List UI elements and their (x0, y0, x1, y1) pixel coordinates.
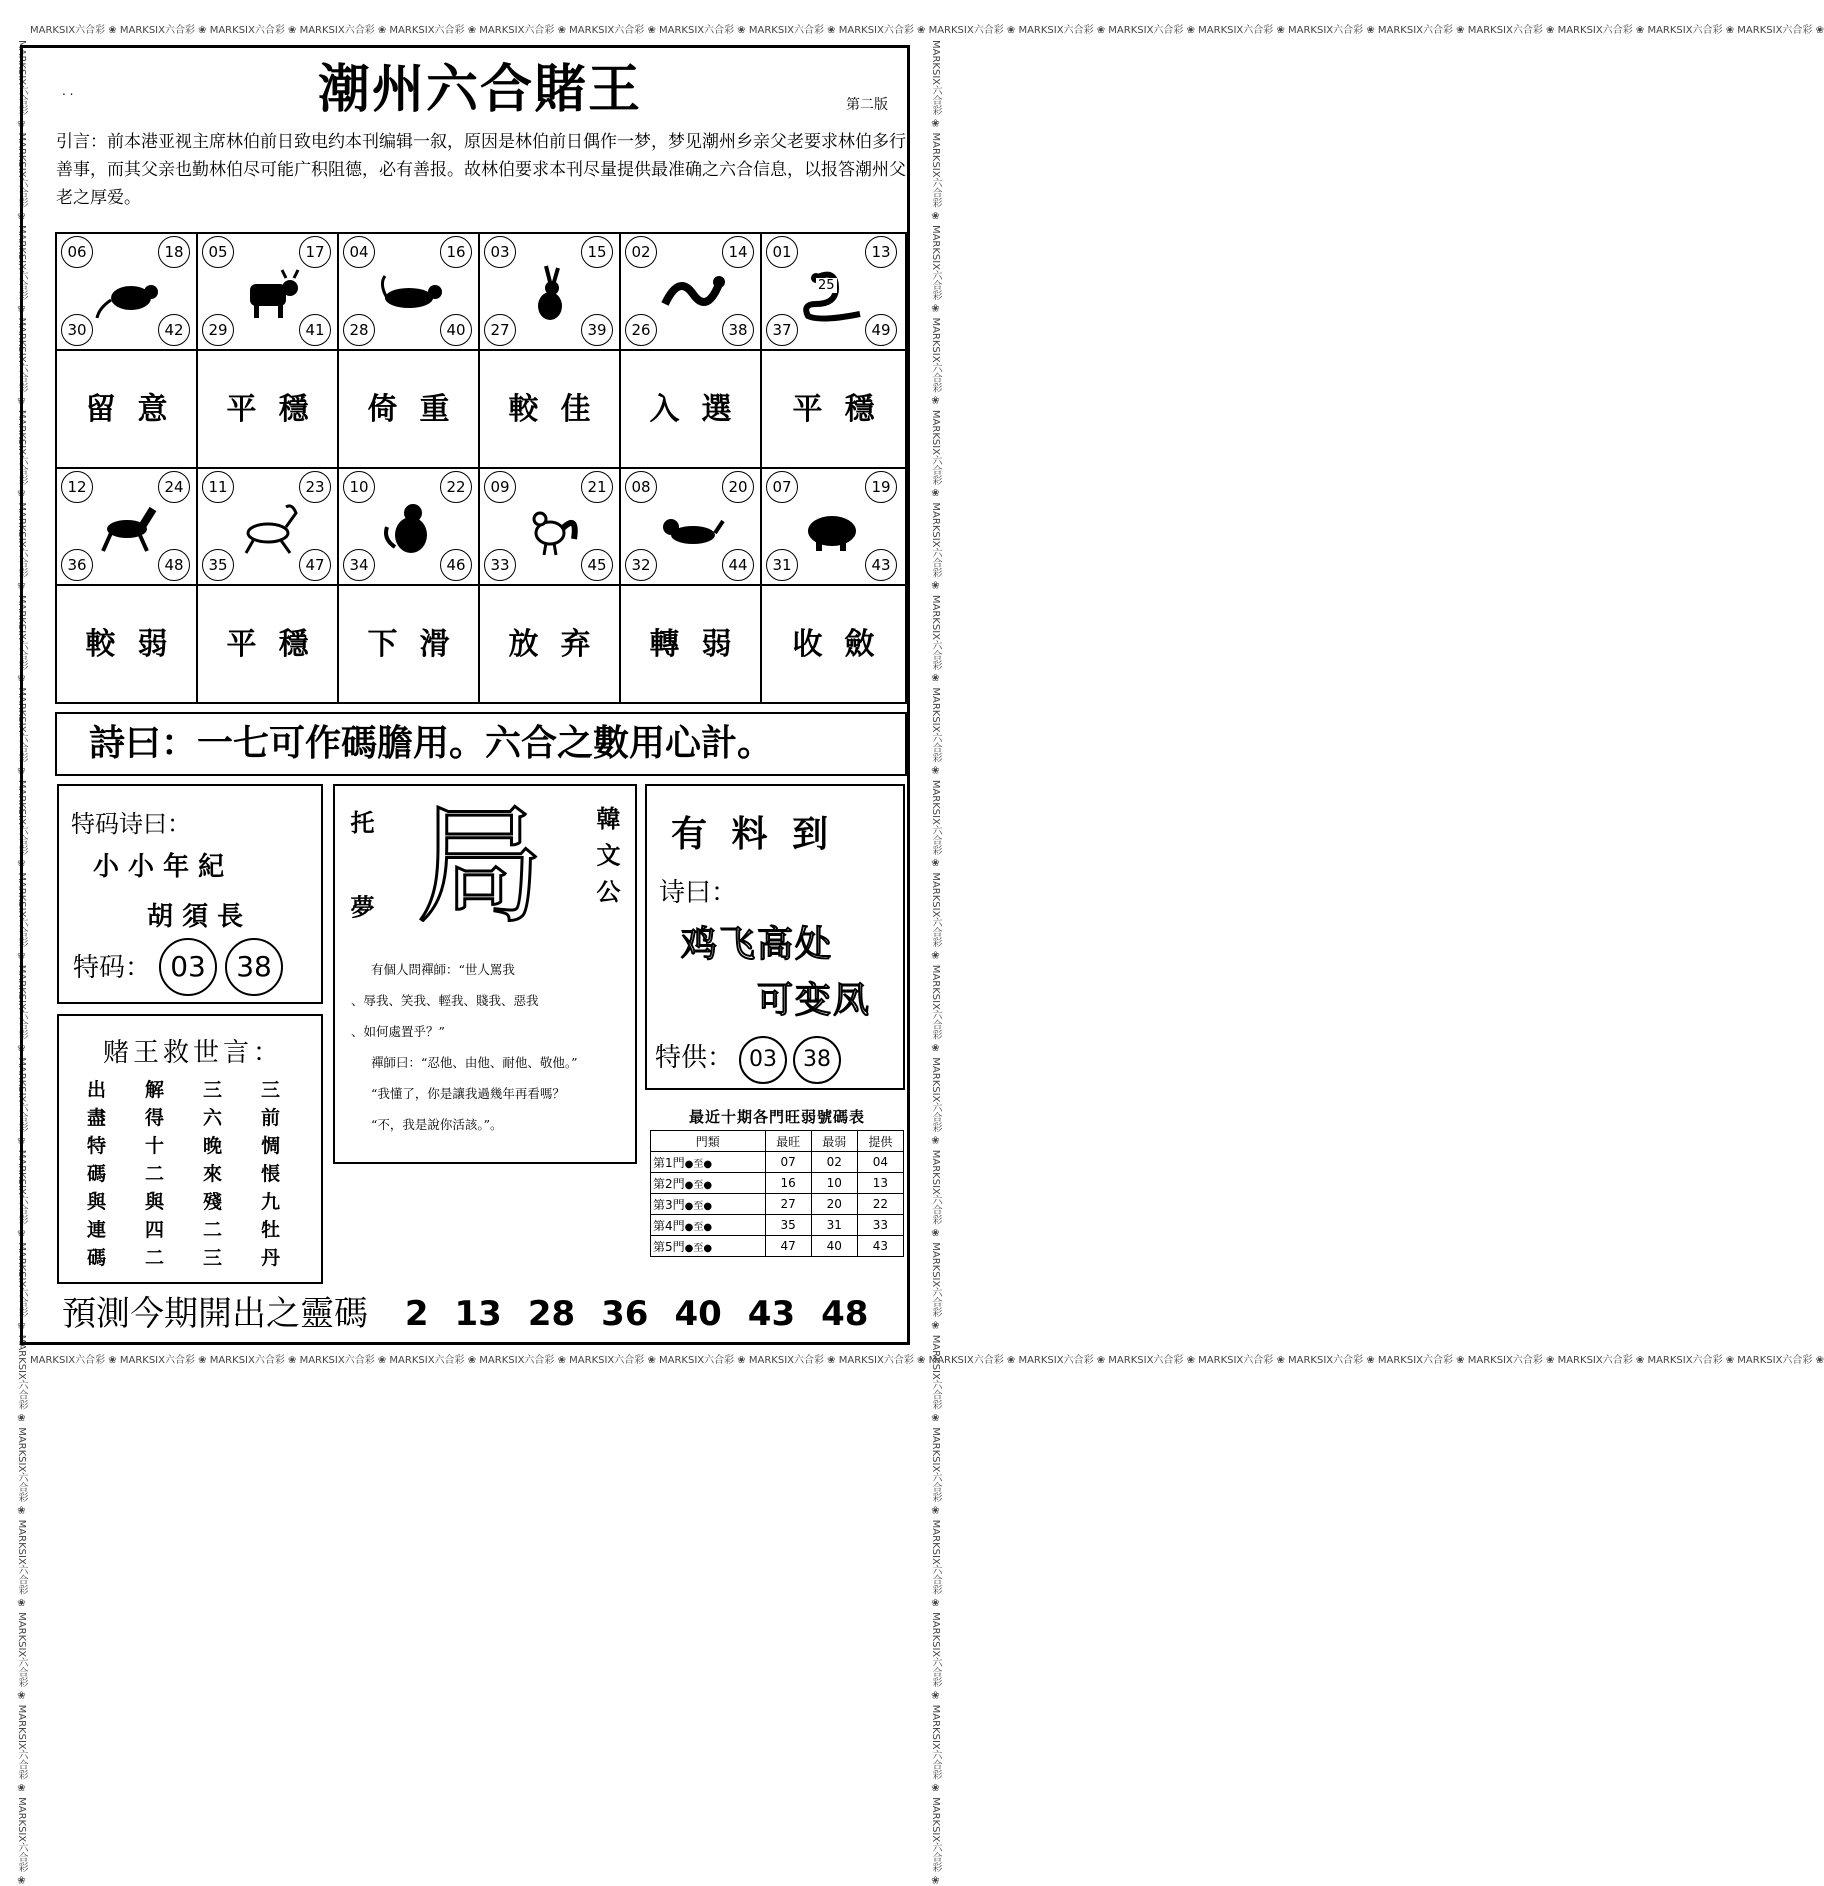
story-line: 禪師曰：“忍他、由他、耐他、敬他。” (371, 1055, 578, 1070)
zodiac-word-cell (57, 586, 198, 704)
prediction-label: 預測今期開出之靈碼 (62, 1294, 368, 1334)
zodiac-number: 13 (865, 236, 897, 268)
zodiac-word-cell (480, 586, 621, 704)
sayings-char: 惆 (261, 1135, 281, 1157)
stats-header: 提供 (857, 1131, 903, 1152)
zodiac-word: 平穩 (226, 392, 331, 427)
sayings-char: 解 (145, 1079, 165, 1101)
stats-row (651, 1152, 904, 1173)
zodiac-number: 21 (581, 471, 613, 503)
sayings-column (145, 1076, 175, 1272)
stats-offer: 04 (857, 1152, 903, 1173)
stats-gate: 第2門●至● (651, 1173, 766, 1194)
stats-table (650, 1130, 904, 1257)
pig-icon (800, 499, 866, 559)
stats-gate: 第4門●至● (651, 1215, 766, 1236)
special-code-number: 38 (225, 938, 283, 996)
snake-icon (800, 264, 866, 324)
stats-min: 31 (811, 1215, 857, 1236)
monkey-icon (377, 499, 443, 559)
zodiac-cell (762, 469, 905, 586)
prediction-number: 43 (747, 1294, 796, 1334)
stats-header: 門類 (651, 1131, 766, 1152)
intro-text: 引言：前本港亚视主席林伯前日致电约本刊编辑一叙，原因是林伯前日偶作一梦，梦见潮州乡亲父老要求林伯多行善事，而其父亲也勤林伯尽可能广积阻德，必有善报。故林伯要求本刊尽量提供最准确之六合信息，以报答潮州父老之厚爱。 (56, 132, 906, 208)
prediction-number: 40 (674, 1294, 722, 1334)
zodiac-number: 08 (625, 471, 657, 503)
zodiac-number: 26 (625, 314, 657, 346)
forecast-box (645, 784, 905, 1090)
story-line: “我懂了，你是讓我過幾年再看嗎？ (371, 1086, 565, 1101)
sayings-char: 丹 (261, 1247, 281, 1269)
prediction-number: 13 (454, 1294, 502, 1334)
zodiac-number: 43 (865, 549, 897, 581)
stats-min: 20 (811, 1194, 857, 1215)
zodiac-number: 28 (343, 314, 375, 346)
zodiac-number: 46 (440, 549, 472, 581)
zodiac-word-cell (621, 586, 762, 704)
sayings-char: 連 (87, 1219, 107, 1241)
sayings-char: 晚 (203, 1135, 223, 1157)
stats-gate: 第3門●至● (651, 1194, 766, 1215)
sayings-char: 牡 (261, 1219, 281, 1241)
zodiac-number: 29 (202, 314, 234, 346)
zodiac-number: 37 (766, 314, 798, 346)
stats-offer: 33 (857, 1215, 903, 1236)
zodiac-number: 27 (484, 314, 516, 346)
forecast-line1: 鸡飞高处 (681, 924, 834, 965)
stats-header: 最弱 (811, 1131, 857, 1152)
zodiac-word-cell (57, 351, 198, 469)
border-strip-left: MARKSIX六合彩 ❀ MARKSIX六合彩 ❀ MARKSIX六合彩 ❀ MARKSIX六合彩 ❀ MARKSIX六合彩 ❀ MARKSIX六合彩 ❀ MARKSIX六合彩 ❀ MARKSIX六合彩 ❀ MARKSIX六合彩 ❀ MARKSIX六合彩 ❀ MARKSIX六合彩 ❀ MARKSIX六合彩 ❀ MARKSIX六合彩 ❀ MARKSIX六合彩 ❀ MARKSIX六合彩 ❀ MARKSIX六合彩 ❀ MARKSIX六合彩 ❀ MARKSIX六合彩 ❀ MARKSIX六合彩 ❀ MARKSIX六合彩 ❀ (16, 40, 27, 1886)
stats-header-row (651, 1131, 904, 1152)
sayings-char: 特 (87, 1135, 107, 1157)
zodiac-number: 35 (202, 549, 234, 581)
zodiac-number: 33 (484, 549, 516, 581)
zodiac-number: 17 (299, 236, 331, 268)
zodiac-cell (480, 234, 621, 351)
stats-max: 16 (765, 1173, 811, 1194)
special-code-line1: 小 小 年 紀 (93, 852, 225, 882)
stats-row (651, 1236, 904, 1257)
zodiac-number: 49 (865, 314, 897, 346)
zodiac-number: 48 (158, 549, 190, 581)
zodiac-cell (198, 234, 339, 351)
zodiac-grid (55, 232, 907, 704)
sayings-char: 九 (261, 1191, 281, 1213)
story-big-char: 局 (415, 792, 544, 941)
zodiac-word: 下滑 (367, 627, 472, 662)
zodiac-word-cell (339, 586, 480, 704)
zodiac-word-cell (480, 351, 621, 469)
zodiac-word: 留意 (85, 392, 190, 427)
zodiac-number: 09 (484, 471, 516, 503)
sayings-char: 悵 (261, 1163, 281, 1185)
sayings-column (203, 1076, 233, 1272)
zodiac-number: 19 (865, 471, 897, 503)
zodiac-word: 平穩 (226, 627, 331, 662)
forecast-label: 特供： (655, 1043, 734, 1073)
zodiac-word: 收斂 (792, 627, 897, 662)
story-box (333, 784, 637, 1164)
zodiac-cell (339, 469, 480, 586)
prediction-number: 36 (601, 1294, 649, 1334)
rat-icon (95, 264, 161, 324)
goat-icon (236, 499, 302, 559)
forecast-line2: 可变凤 (757, 980, 872, 1021)
zodiac-word: 較弱 (85, 627, 190, 662)
stats-max: 27 (765, 1194, 811, 1215)
stats-min: 02 (811, 1152, 857, 1173)
special-code-label: 特码： (73, 953, 152, 983)
zodiac-word: 倚重 (367, 392, 472, 427)
prediction-number: 48 (821, 1294, 869, 1334)
zodiac-number: 22 (440, 471, 472, 503)
zodiac-word: 平穩 (792, 392, 897, 427)
zodiac-number: 05 (202, 236, 234, 268)
zodiac-number: 42 (158, 314, 190, 346)
zodiac-number: 41 (299, 314, 331, 346)
horse-icon (95, 499, 161, 559)
sayings-char: 盡 (87, 1107, 107, 1129)
zodiac-word-cell (762, 351, 905, 469)
zodiac-number: 24 (158, 471, 190, 503)
sayings-char: 出 (87, 1079, 107, 1101)
sayings-char: 前 (261, 1107, 281, 1129)
sayings-char: 二 (203, 1219, 223, 1241)
border-strip-top: MARKSIX六合彩 ❀ MARKSIX六合彩 ❀ MARKSIX六合彩 ❀ MARKSIX六合彩 ❀ MARKSIX六合彩 ❀ MARKSIX六合彩 ❀ MARKSIX六合彩 ❀ MARKSIX六合彩 ❀ MARKSIX六合彩 ❀ MARKSIX六合彩 ❀ MARKSIX六合彩 ❀ MARKSIX六合彩 ❀ MARKSIX六合彩 ❀ MARKSIX六合彩 ❀ MARKSIX六合彩 ❀ MARKSIX六合彩 ❀ MARKSIX六合彩 ❀ MARKSIX六合彩 ❀ MARKSIX六合彩 ❀ MARKSIX六合彩 ❀ (30, 25, 1824, 36)
forecast-number: 03 (739, 1036, 787, 1084)
dragon-icon (659, 264, 725, 324)
story-line: 、辱我、笑我、輕我、賤我、惡我 (351, 993, 539, 1008)
rabbit-icon (518, 264, 584, 324)
forecast-row (655, 1034, 841, 1084)
zodiac-number: 11 (202, 471, 234, 503)
zodiac-number: 23 (299, 471, 331, 503)
forecast-number: 38 (793, 1036, 841, 1084)
zodiac-number: 18 (158, 236, 190, 268)
page-title: 潮州六合賭王 (317, 59, 642, 120)
zodiac-cell (621, 469, 762, 586)
zodiac-number: 47 (299, 549, 331, 581)
sayings-char: 與 (145, 1191, 165, 1213)
zodiac-cell (621, 234, 762, 351)
zodiac-number: 10 (343, 471, 375, 503)
stats-max: 07 (765, 1152, 811, 1173)
zodiac-number: 34 (343, 549, 375, 581)
zodiac-word: 放弃 (508, 627, 613, 662)
edition-label: 第二版 (846, 97, 888, 113)
ox-icon (236, 264, 302, 324)
header-dots: . . (62, 84, 74, 98)
sayings-char: 三 (203, 1247, 223, 1269)
sayings-char: 六 (203, 1107, 223, 1129)
special-code-line2: 胡 須 長 (147, 902, 244, 932)
stats-min: 40 (811, 1236, 857, 1257)
dog-icon (659, 499, 725, 559)
special-code-row (73, 938, 283, 997)
border-strip-bottom: MARKSIX六合彩 ❀ MARKSIX六合彩 ❀ MARKSIX六合彩 ❀ MARKSIX六合彩 ❀ MARKSIX六合彩 ❀ MARKSIX六合彩 ❀ MARKSIX六合彩 ❀ MARKSIX六合彩 ❀ MARKSIX六合彩 ❀ MARKSIX六合彩 ❀ MARKSIX六合彩 ❀ MARKSIX六合彩 ❀ MARKSIX六合彩 ❀ MARKSIX六合彩 ❀ MARKSIX六合彩 ❀ MARKSIX六合彩 ❀ MARKSIX六合彩 ❀ MARKSIX六合彩 ❀ MARKSIX六合彩 ❀ MARKSIX六合彩 ❀ (30, 1355, 1824, 1366)
sayings-box (57, 1014, 323, 1284)
zodiac-word-cell (339, 351, 480, 469)
zodiac-word: 轉弱 (649, 627, 754, 662)
sayings-char: 三 (203, 1079, 223, 1101)
zodiac-cell (57, 234, 198, 351)
poem-bar: 詩曰：一七可作碼膽用。六合之數用心計。 (55, 712, 907, 776)
stats-offer: 43 (857, 1236, 903, 1257)
zodiac-number: 07 (766, 471, 798, 503)
sayings-char: 殘 (203, 1191, 223, 1213)
zodiac-number: 20 (722, 471, 754, 503)
zodiac-number: 01 (766, 236, 798, 268)
story-line: “不，我是說你活該。”。 (371, 1117, 503, 1132)
sayings-char: 得 (145, 1107, 165, 1129)
zodiac-number-mid: 25 (818, 278, 835, 293)
zodiac-word-cell (198, 351, 339, 469)
zodiac-number: 12 (61, 471, 93, 503)
zodiac-number: 36 (61, 549, 93, 581)
zodiac-cell (762, 234, 905, 351)
stats-min: 10 (811, 1173, 857, 1194)
sayings-char: 二 (145, 1163, 165, 1185)
stats-header: 最旺 (765, 1131, 811, 1152)
story-left-vertical: 托 夢 (346, 810, 374, 945)
story-text (347, 954, 631, 1140)
sayings-char: 二 (145, 1247, 165, 1269)
zodiac-number: 45 (581, 549, 613, 581)
special-code-heading: 特码诗曰： (71, 810, 191, 838)
stats-title: 最近十期各門旺弱號碼表 (688, 1108, 865, 1126)
sayings-char: 來 (203, 1163, 223, 1185)
prediction-number: 28 (527, 1294, 576, 1334)
zodiac-number: 40 (440, 314, 472, 346)
special-code-number: 03 (159, 938, 217, 996)
zodiac-number: 14 (722, 236, 754, 268)
zodiac-number: 31 (766, 549, 798, 581)
stats-row (651, 1173, 904, 1194)
story-right-vertical: 韓 文 公 (592, 806, 620, 905)
stats-max: 47 (765, 1236, 811, 1257)
zodiac-number: 02 (625, 236, 657, 268)
zodiac-number: 38 (722, 314, 754, 346)
zodiac-word: 較佳 (508, 392, 613, 427)
stats-row (651, 1194, 904, 1215)
zodiac-word-cell (762, 586, 905, 704)
prediction-row (62, 1290, 902, 1338)
zodiac-number: 15 (581, 236, 613, 268)
sayings-char: 三 (261, 1079, 281, 1101)
prediction-number: 2 (404, 1294, 429, 1334)
border-strip-right: MARKSIX六合彩 ❀ MARKSIX六合彩 ❀ MARKSIX六合彩 ❀ MARKSIX六合彩 ❀ MARKSIX六合彩 ❀ MARKSIX六合彩 ❀ MARKSIX六合彩 ❀ MARKSIX六合彩 ❀ MARKSIX六合彩 ❀ MARKSIX六合彩 ❀ MARKSIX六合彩 ❀ MARKSIX六合彩 ❀ MARKSIX六合彩 ❀ MARKSIX六合彩 ❀ MARKSIX六合彩 ❀ MARKSIX六合彩 ❀ MARKSIX六合彩 ❀ MARKSIX六合彩 ❀ MARKSIX六合彩 ❀ MARKSIX六合彩 ❀ (930, 40, 941, 1886)
zodiac-number: 03 (484, 236, 516, 268)
sayings-char: 碼 (87, 1247, 107, 1269)
stats-offer: 13 (857, 1173, 903, 1194)
sayings-char: 碼 (87, 1163, 107, 1185)
zodiac-cell (339, 234, 480, 351)
zodiac-word: 入選 (649, 392, 754, 427)
zodiac-number: 30 (61, 314, 93, 346)
rooster-icon (518, 499, 584, 559)
tiger-icon (377, 264, 443, 324)
zodiac-cell (57, 469, 198, 586)
forecast-poem-label: 诗曰： (659, 878, 738, 908)
zodiac-number: 06 (61, 236, 93, 268)
sayings-columns (87, 1076, 317, 1276)
zodiac-word-cell (621, 351, 762, 469)
story-line: 、如何處置乎？” (351, 1024, 445, 1039)
zodiac-number: 39 (581, 314, 613, 346)
stats-offer: 22 (857, 1194, 903, 1215)
stats-gate: 第5門●至● (651, 1236, 766, 1257)
story-line: 有個人問禪師：“世人罵我 (371, 962, 515, 977)
forecast-heading: 有 料 到 (671, 814, 835, 855)
special-code-box (57, 784, 323, 1004)
sayings-char: 與 (87, 1191, 107, 1213)
zodiac-cell (480, 469, 621, 586)
zodiac-number: 32 (625, 549, 657, 581)
sayings-column (261, 1076, 291, 1272)
sayings-title: 赌王救世言： (103, 1038, 284, 1068)
zodiac-cell (198, 469, 339, 586)
zodiac-number: 16 (440, 236, 472, 268)
sayings-column (87, 1076, 117, 1272)
zodiac-number: 44 (722, 549, 754, 581)
stats-row (651, 1215, 904, 1236)
sayings-char: 四 (145, 1219, 165, 1241)
zodiac-word-cell (198, 586, 339, 704)
zodiac-number: 04 (343, 236, 375, 268)
stats-max: 35 (765, 1215, 811, 1236)
stats-gate: 第1門●至● (651, 1152, 766, 1173)
sayings-char: 十 (145, 1135, 165, 1157)
